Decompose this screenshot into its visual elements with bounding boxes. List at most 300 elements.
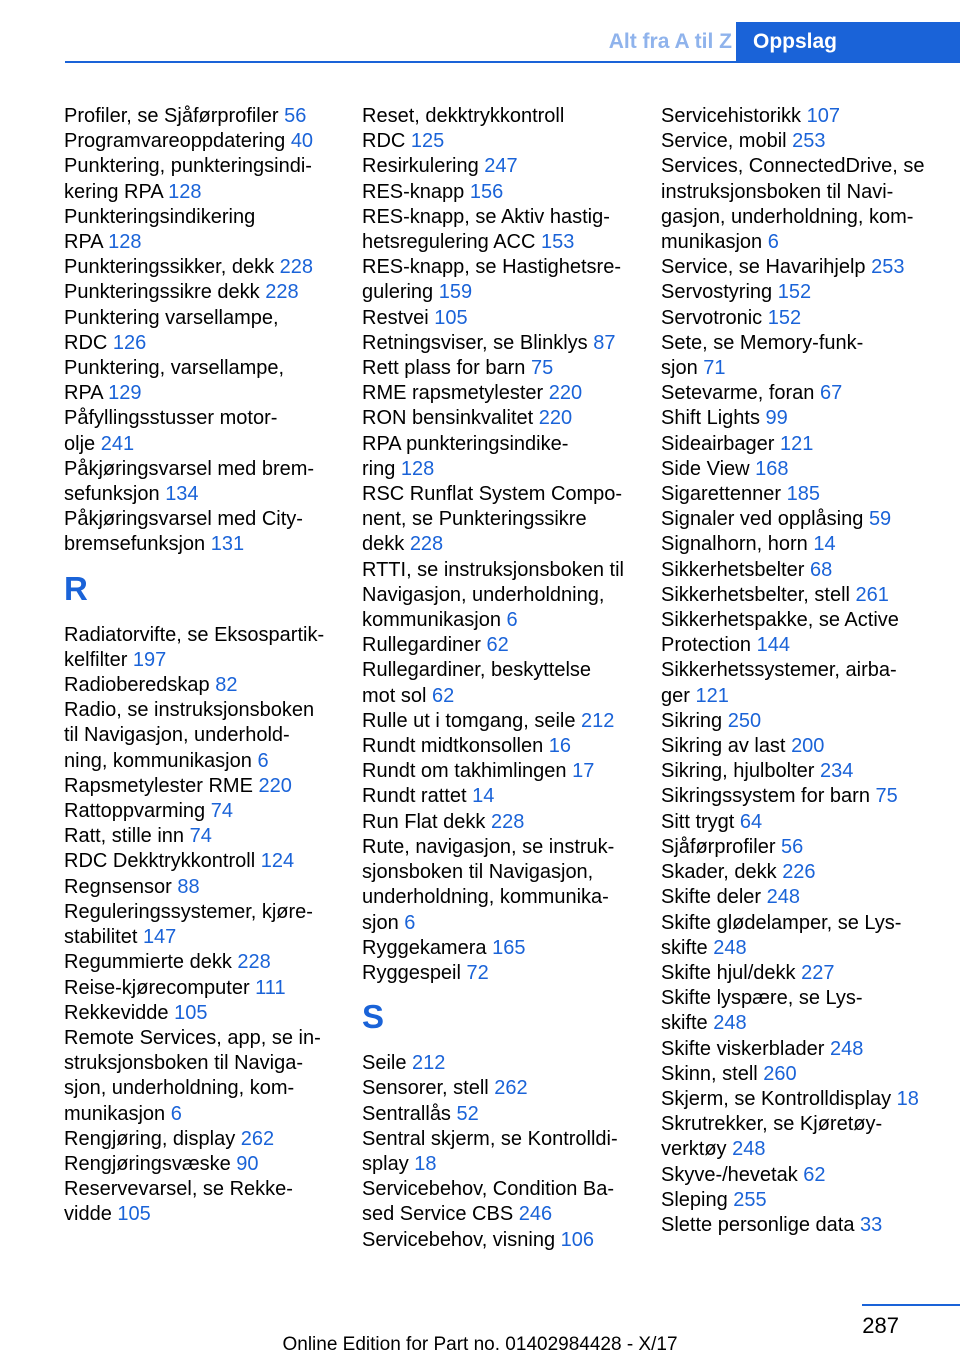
index-entry-term: Service, se Havarihjelp [661,256,866,279]
index-entry [661,961,951,986]
index-entry-text [661,1213,951,1238]
index-entry [64,457,344,507]
page-reference-link[interactable]: 126 [112,331,147,354]
page-reference-link[interactable]: 6 [404,911,416,934]
index-entry [362,1102,652,1127]
index-entry [661,129,951,154]
index-entry [64,306,344,356]
index-entry-text [64,406,344,431]
index-entry-text [362,961,652,986]
index-entry-text [661,154,951,179]
page-reference-link[interactable]: 90 [236,1152,259,1175]
index-entry [661,558,951,583]
index-entry [661,255,951,280]
index-entry-term: underholdning, kommunika- [362,886,609,909]
index-entry-term: Programvareoppdatering [64,130,286,153]
index-entry-text [64,799,344,824]
index-entry-term: sjonsboken til Navigasjon, [362,861,594,884]
page-reference-link[interactable]: 165 [492,936,526,959]
index-entry-term: Rundt om takhimlingen [362,760,567,783]
page-reference-link[interactable]: 18 [896,1087,919,1110]
index-entry-text [362,759,652,784]
index-entry-term: Signalhorn, horn [661,533,808,556]
page-reference-link[interactable]: 62 [803,1163,826,1186]
page-reference-link[interactable]: 59 [868,508,892,531]
index-entry-text [362,507,652,532]
index-entry-term: Reset, dekktrykkontroll [362,105,565,127]
index-entry-term: Sentrallås [362,1102,451,1125]
index-entry-text [661,1037,951,1062]
index-entry-term: Servicebehov, Condition Ba- [362,1178,614,1201]
page-reference-link[interactable]: 226 [782,861,816,884]
index-entry-text [64,1102,344,1127]
index-entry-term: RDC Dekktrykkontroll [64,850,256,873]
index-letter-heading: R [64,569,88,607]
index-entry-text [362,784,652,809]
page-reference-link[interactable]: 228 [265,281,299,304]
index-entry [661,1062,951,1087]
index-entry-text [661,961,951,986]
page-reference-link[interactable]: 106 [560,1228,595,1251]
index-entry [362,558,652,634]
index-entry-text [64,824,344,849]
index-entry-term: sjon [661,357,698,380]
page-reference-link[interactable]: 6 [257,749,269,772]
index-entry-term: RME rapsmetylester [362,382,544,405]
page-reference-link[interactable]: 121 [779,432,814,455]
index-entry-text [661,406,951,431]
index-entry-text [362,104,652,129]
page-reference-link[interactable]: 147 [142,926,177,949]
index-entry-term: Reguleringssystemer, kjøre- [64,900,313,923]
index-entry-text [362,280,652,305]
index-entry [661,608,951,658]
index-entry [362,961,652,986]
index-entry-term: Rundt midtkonsollen [362,735,544,758]
index-entry-term: Regummierte dekk [64,951,232,974]
index-entry-text [64,648,344,673]
index-entry-term: RPA [64,231,103,254]
index-entry-text [362,381,652,406]
index-entry [64,104,344,129]
page-reference-link[interactable]: 107 [806,105,840,127]
page-reference-link[interactable]: 87 [593,331,616,354]
page-reference-link[interactable]: 105 [174,1001,208,1024]
index-entry-text [362,432,652,457]
index-entry-term: Punktering, punkteringsindi- [64,155,312,178]
page-reference-link[interactable]: 228 [490,810,525,833]
index-entry-text [362,633,652,658]
index-entry [64,129,344,154]
index-entry-text [362,180,652,205]
page-reference-link[interactable]: 6 [767,231,779,254]
index-entry [661,104,951,129]
index-entry-text [362,1102,652,1127]
index-entry [362,835,652,936]
index-entry-text [661,104,951,129]
page-reference-link[interactable]: 121 [695,684,729,707]
index-entry-term: Servicehistorikk [661,105,802,127]
index-entry-text [362,734,652,759]
index-entry-text [64,1127,344,1152]
index-entry [64,507,344,557]
index-entry-text [661,835,951,860]
index-entry-text [661,709,951,734]
index-entry-term: Regnsensor [64,875,172,898]
index-entry-text [362,810,652,835]
index-entry-text [661,532,951,557]
index-entry-text [661,1163,951,1188]
index-entry-term: verktøy [661,1138,727,1161]
index-entry-text [362,860,652,885]
index-entry-text [661,986,951,1011]
index-entry [362,356,652,381]
index-entry-text [661,936,951,961]
index-entry-term: Rekkevidde [64,1001,169,1024]
page-reference-link[interactable]: 125 [410,130,445,153]
page-reference-link[interactable]: 156 [469,180,504,203]
index-entry-text [661,1137,951,1162]
page-reference-link[interactable]: 246 [518,1203,553,1226]
index-entry [362,658,652,708]
index-entry-term: Påkjøringsvarsel med City- [64,508,303,531]
index-entry-term: Skinn, stell [661,1062,758,1085]
page-reference-link[interactable]: 6 [506,609,518,632]
index-entry-text [362,532,652,557]
page-reference-link[interactable]: 253 [871,256,905,279]
page-reference-link[interactable]: 227 [801,961,835,984]
index-entry [362,205,652,255]
index-entry-term: gulering [362,281,434,304]
page-reference-link[interactable]: 255 [733,1188,767,1211]
page-reference-link[interactable]: 111 [255,976,286,999]
page-reference-link[interactable]: 220 [548,382,583,405]
index-entry-text [362,230,652,255]
index-entry [661,154,951,255]
page-reference-link[interactable]: 220 [258,774,292,797]
chapter-tab: Oppslag [736,22,960,63]
index-entry [64,824,344,849]
section-label: Alt fra A til Z [608,30,732,53]
page-reference-link[interactable]: 72 [466,961,489,984]
index-entry-term: Punktering varsellampe, [64,306,279,329]
index-entry-text [64,306,344,331]
page-reference-link[interactable]: 71 [703,357,726,380]
index-entry-text [64,1001,344,1026]
index-entry-text [64,180,344,205]
index-entry-text [661,507,951,532]
index-entry-term: Sikringssystem for barn [661,785,870,808]
page-reference-link[interactable]: 68 [809,558,833,581]
page-reference-link[interactable]: 159 [438,281,473,304]
index-entry-term: Protection [661,634,752,657]
index-entry [362,255,652,305]
index-entry-term: Remote Services, app, se in- [64,1026,321,1049]
page-reference-link[interactable]: 144 [756,634,790,657]
index-entry [64,799,344,824]
index-entry-text [661,1011,951,1036]
index-entry-text [661,1087,951,1112]
index-entry [64,673,344,698]
index-entry-text [661,1112,951,1137]
index-column-2 [362,104,652,1253]
index-entry-term: stabilitet [64,926,138,949]
page-reference-link[interactable]: 33 [860,1213,883,1236]
index-entry-term: Skader, dekk [661,861,777,884]
index-entry-text [362,331,652,356]
page-reference-link[interactable]: 75 [530,357,554,380]
index-entry-text [362,129,652,154]
page-reference-link[interactable]: 128 [400,457,435,480]
index-entry-term: ning, kommunikasjon [64,749,252,772]
index-entry-term: Sigarettenner [661,483,782,506]
page-reference-link[interactable]: 74 [189,825,212,848]
index-entry-term: bremsefunksjon [64,533,206,556]
page-reference-link[interactable]: 16 [548,735,572,758]
page-reference-link[interactable]: 153 [541,231,575,254]
index-entry-term: Punkteringsindikering [64,205,256,228]
page-reference-link[interactable]: 62 [486,634,509,657]
page-reference-link[interactable]: 14 [472,785,495,808]
index-entry-text [362,684,652,709]
index-entry-text [64,849,344,874]
page-reference-link[interactable]: 248 [713,936,747,959]
page-reference-link[interactable]: 6 [170,1102,182,1125]
index-entry-text [64,104,344,129]
index-entry-term: RTTI, se instruksjonsboken til [362,558,624,581]
page-reference-link[interactable]: 56 [284,105,307,127]
index-entry-text [64,532,344,557]
index-entry-text [362,356,652,381]
index-entry [661,280,951,305]
index-entry-term: munikasjon [661,231,763,254]
index-entry-text [661,280,951,305]
index-entry-text [64,154,344,179]
page-reference-link[interactable]: 74 [210,800,233,823]
page-reference-link[interactable]: 250 [727,709,762,732]
page-reference-link[interactable]: 62 [432,684,455,707]
index-entry-text [362,1076,652,1101]
page-reference-link[interactable]: 14 [813,533,836,556]
index-entry [64,255,344,280]
index-entry-text [362,154,652,179]
index-entry-term: Rett plass for barn [362,357,526,380]
index-entry-term: Servostyring [661,281,773,304]
index-entry [661,432,951,457]
page-reference-link[interactable]: 82 [215,674,238,697]
page-reference-link[interactable]: 212 [412,1052,446,1075]
index-entry-term: Påkjøringsvarsel med brem- [64,457,315,480]
index-entry-term: RDC [64,331,108,354]
index-entry-text [64,950,344,975]
page-reference-link[interactable]: 185 [786,483,821,506]
index-entry [362,1228,652,1253]
index-entry [362,734,652,759]
index-entry-text [362,1127,652,1152]
page-reference-link[interactable]: 152 [767,306,802,329]
index-entry [661,306,951,331]
index-entry-term: kering RPA [64,180,163,203]
index-entry [661,331,951,381]
index-entry-text [64,507,344,532]
index-entry [64,900,344,950]
index-entry-text [661,180,951,205]
page-reference-link[interactable]: 105 [117,1203,151,1226]
page-reference-link[interactable]: 253 [792,130,826,153]
page-reference-link[interactable]: 248 [732,1138,766,1161]
index-entry-term: struksjonsboken til Naviga- [64,1052,303,1075]
index-entry-term: Punkteringssikker, dekk [64,256,275,279]
page-reference-link[interactable]: 228 [279,256,314,279]
index-entry-term: Ryggekamera [362,936,487,959]
index-entry-term: Sikring [661,709,723,732]
page-reference-link[interactable]: 248 [829,1037,864,1060]
index-entry-term: nent, se Punkteringssikre [362,508,587,531]
index-entry-text [661,583,951,608]
index-entry-text [362,482,652,507]
page-reference-link[interactable]: 228 [409,533,444,556]
index-entry [64,154,344,204]
index-entry-text [661,331,951,356]
index-entry-text [661,558,951,583]
page-reference-link[interactable]: 129 [108,382,142,405]
page-reference-link[interactable]: 248 [713,1012,747,1035]
page-reference-link[interactable]: 134 [165,483,199,506]
page-reference-link[interactable]: 234 [819,760,854,783]
index-entry [661,1188,951,1213]
index-entry-term: Navigasjon, underholdning, [362,583,605,606]
index-entry [64,976,344,1001]
index-entry-text [362,558,652,583]
index-entry-term: Skyve-/hevetak [661,1163,798,1186]
page-reference-link[interactable]: 88 [177,875,200,898]
page-reference-link[interactable]: 197 [132,648,167,671]
index-entry-term: RPA [64,382,103,405]
index-entry-text [64,482,344,507]
index-entry-text [64,774,344,799]
page-reference-link[interactable]: 200 [791,735,825,758]
index-entry-term: Seile [362,1052,407,1075]
index-entry-term: RES-knapp [362,180,465,203]
index-entry-text [661,860,951,885]
index-entry [362,482,652,558]
index-entry-term: Sikring av last [661,735,786,758]
index-entry-term: Sikkerhetspakke, se Active [661,609,899,632]
page-reference-link[interactable]: 64 [739,810,763,833]
page-reference-link[interactable]: 260 [763,1062,797,1085]
index-entry [362,432,652,482]
index-entry [661,1163,951,1188]
index-entry [661,507,951,532]
index-entry-term: Radiatorvifte, se Eksospartik- [64,623,325,646]
index-entry-text [362,1202,652,1227]
page-reference-link[interactable]: 128 [168,180,202,203]
page-reference-link[interactable]: 247 [484,155,518,178]
page-reference-link[interactable]: 128 [108,231,142,254]
index-entry-term: Sete, se Memory-funk- [661,331,864,354]
page-reference-link[interactable]: 168 [755,457,789,480]
index-entry [64,1026,344,1127]
index-entry-term: Rulle ut i tomgang, seile [362,709,576,732]
index-entry-text [64,900,344,925]
page-reference-link[interactable]: 67 [819,382,843,405]
index-entry-term: instruksjonsboken til Navi- [661,180,894,203]
index-column-1 [64,104,344,1228]
index-entry-term: Services, ConnectedDrive, se [661,155,925,178]
index-entry-term: Servotronic [661,306,763,329]
index-entry [661,734,951,759]
index-entry-term: Shift Lights [661,407,760,430]
page-number: 287 [862,1313,899,1338]
index-entry-term: Sensorer, stell [362,1077,489,1100]
index-entry-text [362,306,652,331]
index-entry-text [362,1051,652,1076]
page-reference-link[interactable]: 241 [100,432,135,455]
index-entry [661,532,951,557]
page-reference-link[interactable]: 248 [766,886,800,909]
index-entry-term: Resirkulering [362,155,479,178]
index-entry-text [661,759,951,784]
index-entry-text [661,684,951,709]
page-reference-link[interactable]: 99 [765,407,788,430]
index-entry [661,583,951,608]
index-entry-text [661,255,951,280]
index-entry-text [661,205,951,230]
page-reference-link[interactable]: 212 [581,709,615,732]
page-reference-link[interactable]: 52 [456,1102,479,1125]
index-entry [64,406,344,456]
edition-footer: Online Edition for Part no. 01402984428 - X/17 [282,1334,678,1355]
page-reference-link[interactable]: 17 [572,760,595,783]
index-entry-term: sjon [362,911,399,934]
index-entry-text [64,623,344,648]
index-entry [661,885,951,910]
index-entry-text [64,1177,344,1202]
page-reference-link[interactable]: 56 [781,835,804,858]
index-entry [64,875,344,900]
page-reference-link[interactable]: 152 [777,281,812,304]
index-entry-term: mot sol [362,684,427,707]
index-entry-text [362,936,652,961]
index-entry-term: Punktering, varsellampe, [64,357,285,380]
page-reference-link[interactable]: 262 [240,1127,275,1150]
index-entry-term: Service, mobil [661,130,787,153]
page-reference-link[interactable]: 131 [210,533,245,556]
index-entry-text [64,925,344,950]
page-reference-link[interactable]: 261 [855,583,889,606]
index-entry [64,1127,344,1152]
page-reference-link[interactable]: 220 [538,407,573,430]
index-entry-term: sjon, underholdning, kom- [64,1077,295,1100]
page-reference-link[interactable]: 40 [290,130,314,153]
index-entry-text [64,255,344,280]
index-entry [661,1087,951,1112]
page-reference-link[interactable]: 124 [260,850,295,873]
page-reference-link[interactable]: 75 [875,785,898,808]
index-entry-term: skifte [661,1012,708,1035]
index-column-3 [661,104,951,1238]
index-entry [661,759,951,784]
page-reference-link[interactable]: 228 [237,951,271,974]
index-entry-term: Restvei [362,306,429,329]
page-reference-link[interactable]: 18 [414,1152,437,1175]
index-entry-term: Radio, se instruksjonsboken [64,699,315,722]
index-entry [661,482,951,507]
page-reference-link[interactable]: 105 [434,306,468,329]
index-entry-term: Sentral skjerm, se Kontrolldi- [362,1127,618,1150]
page-reference-link[interactable]: 262 [494,1077,528,1100]
index-entry-term: ger [661,684,690,707]
